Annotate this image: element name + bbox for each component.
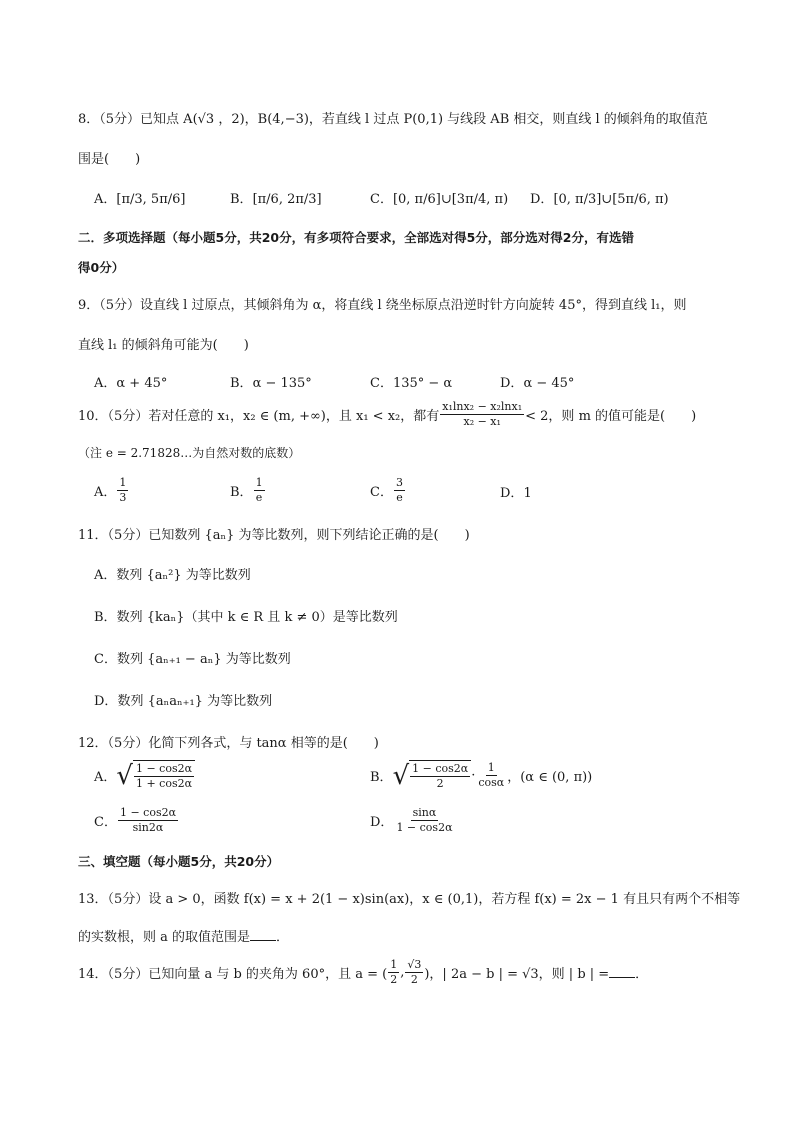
section3-heading: 三、填空题（每小题5分，共20分） — [78, 854, 280, 869]
q12-line1: 12．（5分）化简下列各式，与 tanα 相等的是( ) — [78, 736, 379, 751]
q9-option-d: D．α − 45° — [500, 376, 575, 391]
q10-suffix: < 2，则 m 的值可能是( ) — [525, 409, 697, 424]
q8-option-d: D．[0, π/3]∪[5π/6, π) — [530, 192, 669, 207]
q10-fraction: $\frac{\text{x₁lnx₂ − x₂lnx₁}}{\text{x₂ − x₁}}$ — [442, 400, 523, 428]
q13-line2: 的实数根，则 a 的取值范围是 ． — [78, 930, 290, 945]
q10-line1 — [78, 400, 696, 429]
q11-option-d: D．数列 {aₙaₙ₊₁} 为等比数列 — [94, 694, 273, 709]
q9-option-b: B．α − 135° — [230, 376, 312, 391]
q10-option-b: B． $\frac{1}{e}$ — [230, 476, 263, 504]
q9-option-a: A．α + 45° — [94, 376, 168, 391]
q8-option-c: C．[0, π/6]∪[3π/4, π) — [370, 192, 509, 207]
q11-option-c: C．数列 {aₙ₊₁ − aₙ} 为等比数列 — [94, 652, 291, 667]
q9-option-c: C．135° − α — [370, 376, 453, 391]
q10-option-c: C． $\frac{3}{e}$ — [370, 476, 403, 504]
q13-line1: 13．（5分）设 a > 0，函数 f(x) = x + 2(1 − x)sin(ax)，x ∈ (0,1)，若方程 f(x) = 2x − 1 有且只有两个不相等 — [78, 892, 741, 907]
q13-answer-blank[interactable] — [250, 930, 276, 941]
q11-line1: 11．（5分）已知数列 {aₙ} 为等比数列，则下列结论正确的是( ) — [78, 528, 470, 543]
q11-option-b: B．数列 {kaₙ}（其中 k ∈ R 且 k ≠ 0）是等比数列 — [94, 610, 398, 625]
q14-line1: 14．（5分）已知向量 a 与 b 的夹角为 60°，且 a = ( $\frac{1}{2}$ , $\frac{√3}{2}$ )，| 2a − b | = √3，则 | b | = ． — [78, 958, 649, 986]
q8-option-a: A．[π/3, 5π/6] — [94, 192, 186, 207]
q9-line1: 9．（5分）设直线 l 过原点，其倾斜角为 α，将直线 l 绕坐标原点沿逆时针方向旋转 45°，得到直线 l₁，则 — [78, 298, 687, 313]
q11-option-a: A．数列 {aₙ²} 为等比数列 — [94, 568, 251, 583]
q8-option-b: B．[π/6, 2π/3] — [230, 192, 322, 207]
section2-heading-line2: 得0分） — [78, 260, 125, 275]
q12-option-d: D． $\frac{\sin\alpha}{1 - \cos 2\alpha}$ — [370, 806, 453, 834]
q10-option-a: A． $\frac{1}{3}$ — [94, 476, 127, 504]
q10-prefix: 10．（5分）若对任意的 x₁，x₂ ∈ (m, +∞)，且 x₁ < x₂，都有 — [78, 409, 440, 424]
q12-option-a: A． √ $\frac{1 - \cos 2\alpha}{1 + \cos 2\alpha}$ — [94, 760, 195, 791]
q9-line2: 直线 l₁ 的倾斜角可能为( ) — [78, 338, 249, 353]
q8-line2: 围是( ) — [78, 152, 141, 167]
q10-note: （注 e = 2.71828…为自然对数的底数） — [78, 446, 301, 460]
section2-heading-line1: 二．多项选择题（每小题5分，共20分，有多项符合要求，全部选对得5分，部分选对得2分，有选错 — [78, 230, 634, 245]
q14-answer-blank[interactable] — [609, 967, 635, 978]
q12-option-b: B． √ $\frac{1 - \cos 2\alpha}{2}$ · $\frac{1}{\cos\alpha}$ ，(α ∈ (0, π)) — [370, 760, 593, 791]
q12-option-c: C． $\frac{1 - \cos 2\alpha}{\sin 2\alpha}$ — [94, 806, 177, 834]
q8-line1: 8．（5分）已知点 A(√3 ，2)，B(4,−3)，若直线 l 过点 P(0,1) 与线段 AB 相交，则直线 l 的倾斜角的取值范 — [78, 112, 708, 127]
q10-option-d: D．1 — [500, 486, 532, 501]
